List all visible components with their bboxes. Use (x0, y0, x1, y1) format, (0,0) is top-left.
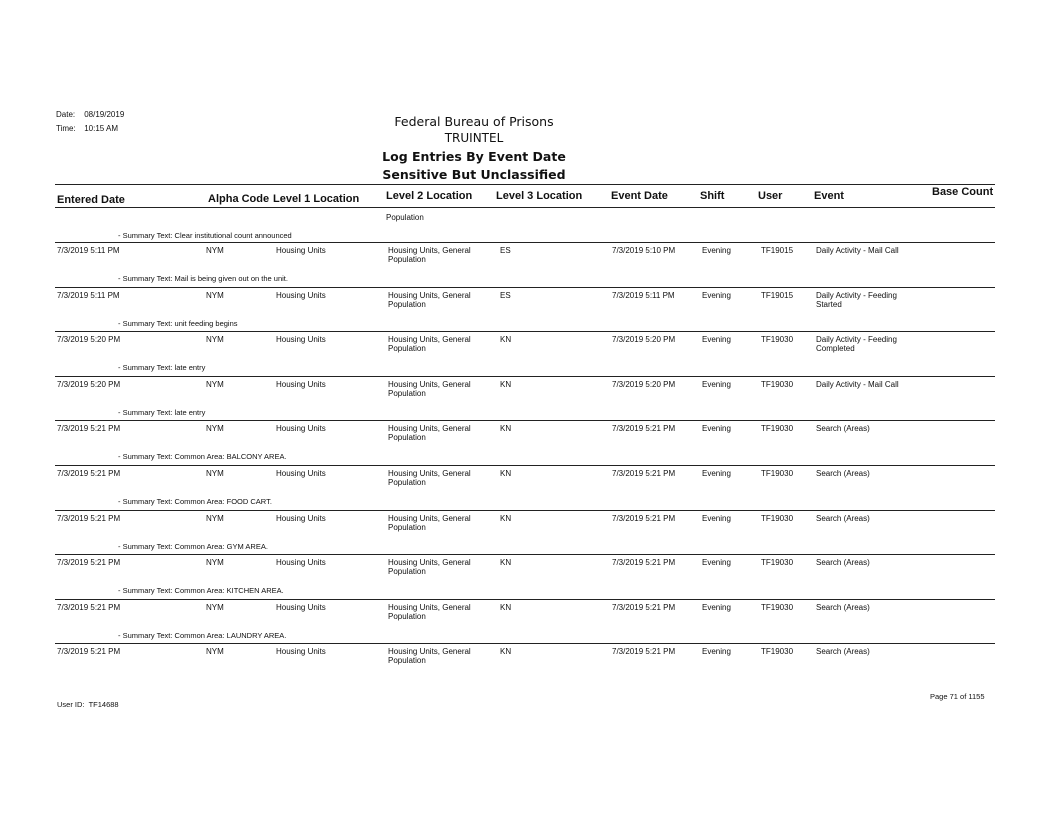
cell-event: Search (Areas) (816, 514, 870, 523)
cell-level3: ES (500, 291, 511, 300)
cell-level3: ES (500, 246, 511, 255)
row-summary-text: - Summary Text: Common Area: KITCHEN AREA. (118, 586, 284, 595)
cell-level1: Housing Units (276, 647, 326, 656)
cell-alpha-code: NYM (206, 246, 224, 255)
cell-entered-date: 7/3/2019 5:20 PM (57, 380, 121, 389)
row-separator (55, 376, 995, 377)
cell-event: Search (Areas) (816, 558, 870, 567)
carryover-summary: - Summary Text: Clear institutional count announced (118, 231, 292, 240)
cell-shift: Evening (702, 335, 731, 344)
cell-level2: Housing Units, General Population (388, 380, 471, 398)
cell-user: TF19030 (761, 335, 794, 344)
cell-event: Search (Areas) (816, 647, 870, 656)
cell-user: TF19030 (761, 647, 794, 656)
footer-user-id-value: TF14688 (88, 700, 119, 709)
cell-event-date: 7/3/2019 5:20 PM (612, 335, 676, 344)
cell-event: Daily Activity - Mail Call (816, 246, 899, 255)
cell-level3: KN (500, 558, 512, 567)
cell-entered-date: 7/3/2019 5:20 PM (57, 335, 121, 344)
cell-level3: KN (500, 514, 512, 523)
cell-level3: KN (500, 647, 512, 656)
cell-event: Search (Areas) (816, 424, 870, 433)
cell-event-date: 7/3/2019 5:21 PM (612, 603, 676, 612)
row-separator (55, 599, 995, 600)
row-summary-text: - Summary Text: Common Area: FOOD CART. (118, 497, 272, 506)
cell-event: Search (Areas) (816, 603, 870, 612)
row-separator (55, 465, 995, 466)
cell-event-date: 7/3/2019 5:21 PM (612, 647, 676, 656)
cell-entered-date: 7/3/2019 5:21 PM (57, 647, 121, 656)
cell-level3: KN (500, 335, 512, 344)
cell-level2: Housing Units, General Population (388, 558, 471, 576)
cell-user: TF19030 (761, 558, 794, 567)
cell-shift: Evening (702, 246, 731, 255)
row-summary-text: - Summary Text: Common Area: BALCONY AREA. (118, 452, 287, 461)
cell-alpha-code: NYM (206, 514, 224, 523)
title-report: Log Entries By Event Date (382, 149, 566, 164)
cell-shift: Evening (702, 424, 731, 433)
cell-shift: Evening (702, 603, 731, 612)
cell-user: TF19015 (761, 291, 794, 300)
cell-event-date: 7/3/2019 5:11 PM (612, 291, 675, 300)
cell-alpha-code: NYM (206, 603, 224, 612)
title-system: TRUINTEL (444, 131, 504, 145)
cell-level1: Housing Units (276, 380, 326, 389)
row-summary-text: - Summary Text: late entry (118, 363, 206, 372)
page-number: Page 71 of 1155 (930, 692, 985, 701)
cell-entered-date: 7/3/2019 5:21 PM (57, 514, 121, 523)
cell-alpha-code: NYM (206, 647, 224, 656)
row-summary-text: - Summary Text: Mail is being given out on the unit. (118, 274, 288, 283)
title-classification: Sensitive But Unclassified (382, 167, 566, 182)
cell-user: TF19030 (761, 380, 794, 389)
cell-level2: Housing Units, General Population (388, 291, 471, 309)
cell-event: Daily Activity - Mail Call (816, 380, 899, 389)
cell-entered-date: 7/3/2019 5:21 PM (57, 469, 121, 478)
col-level2: Level 2 Location (386, 190, 473, 202)
cell-level2: Housing Units, General Population (388, 514, 471, 532)
cell-level1: Housing Units (276, 246, 326, 255)
cell-level1: Housing Units (276, 424, 326, 433)
row-separator (55, 510, 995, 511)
title-agency: Federal Bureau of Prisons (394, 114, 554, 129)
cell-shift: Evening (702, 291, 731, 300)
carryover-level2: Population (386, 213, 424, 222)
row-summary-text: - Summary Text: late entry (118, 408, 206, 417)
cell-level1: Housing Units (276, 469, 326, 478)
col-level1: Level 1 Location (273, 193, 360, 205)
cell-user: TF19015 (761, 246, 794, 255)
cell-event: Daily Activity - Feeding Completed (816, 335, 897, 353)
cell-level1: Housing Units (276, 335, 326, 344)
cell-level3: KN (500, 380, 512, 389)
cell-level2: Housing Units, General Population (388, 335, 471, 353)
cell-shift: Evening (702, 380, 731, 389)
cell-shift: Evening (702, 469, 731, 478)
col-level3: Level 3 Location (496, 190, 583, 202)
report-time-value: 10:15 AM (84, 124, 119, 133)
cell-entered-date: 7/3/2019 5:21 PM (57, 424, 121, 433)
cell-shift: Evening (702, 514, 731, 523)
row-separator (55, 287, 995, 288)
report-date: Date: 08/19/2019 (56, 110, 125, 119)
row-summary-text: - Summary Text: Common Area: GYM AREA. (118, 542, 268, 551)
row-separator (55, 242, 995, 243)
header-bottom-rule (55, 207, 995, 208)
footer-user-id: User ID: TF14688 (57, 700, 119, 709)
cell-event-date: 7/3/2019 5:10 PM (612, 246, 676, 255)
cell-level2: Housing Units, General Population (388, 469, 471, 487)
cell-level2: Housing Units, General Population (388, 647, 471, 665)
cell-user: TF19030 (761, 469, 794, 478)
col-base-count: Base Count (932, 186, 994, 198)
cell-alpha-code: NYM (206, 291, 224, 300)
cell-user: TF19030 (761, 514, 794, 523)
col-event-date: Event Date (611, 190, 668, 202)
cell-level2: Housing Units, General Population (388, 424, 471, 442)
cell-alpha-code: NYM (206, 558, 224, 567)
cell-level2: Housing Units, General Population (388, 603, 471, 621)
row-separator (55, 643, 995, 644)
cell-alpha-code: NYM (206, 380, 224, 389)
row-separator (55, 420, 995, 421)
cell-alpha-code: NYM (206, 335, 224, 344)
col-shift: Shift (700, 190, 725, 202)
cell-user: TF19030 (761, 603, 794, 612)
cell-level1: Housing Units (276, 514, 326, 523)
row-separator (55, 331, 995, 332)
report-time: Time: 10:15 AM (56, 124, 119, 133)
cell-level1: Housing Units (276, 558, 326, 567)
cell-entered-date: 7/3/2019 5:11 PM (57, 291, 120, 300)
cell-event-date: 7/3/2019 5:21 PM (612, 424, 676, 433)
cell-level1: Housing Units (276, 603, 326, 612)
row-summary-text: - Summary Text: Common Area: LAUNDRY AREA. (118, 631, 287, 640)
col-event: Event (814, 190, 844, 202)
cell-event: Search (Areas) (816, 469, 870, 478)
cell-entered-date: 7/3/2019 5:21 PM (57, 558, 121, 567)
cell-event-date: 7/3/2019 5:21 PM (612, 469, 676, 478)
cell-shift: Evening (702, 558, 731, 567)
cell-level2: Housing Units, General Population (388, 246, 471, 264)
col-user: User (758, 190, 783, 202)
cell-entered-date: 7/3/2019 5:21 PM (57, 603, 121, 612)
cell-event-date: 7/3/2019 5:21 PM (612, 558, 676, 567)
cell-event-date: 7/3/2019 5:21 PM (612, 514, 676, 523)
col-alpha-code: Alpha Code (208, 193, 270, 205)
cell-entered-date: 7/3/2019 5:11 PM (57, 246, 120, 255)
cell-level3: KN (500, 424, 512, 433)
header-top-rule (55, 184, 995, 185)
cell-event: Daily Activity - Feeding Started (816, 291, 897, 309)
cell-level3: KN (500, 469, 512, 478)
row-summary-text: - Summary Text: unit feeding begins (118, 319, 238, 328)
cell-level1: Housing Units (276, 291, 326, 300)
col-entered-date: Entered Date (57, 194, 125, 206)
cell-event-date: 7/3/2019 5:20 PM (612, 380, 676, 389)
cell-alpha-code: NYM (206, 469, 224, 478)
cell-shift: Evening (702, 647, 731, 656)
report-date-value: 08/19/2019 (84, 110, 125, 119)
cell-user: TF19030 (761, 424, 794, 433)
cell-level3: KN (500, 603, 512, 612)
cell-alpha-code: NYM (206, 424, 224, 433)
row-separator (55, 554, 995, 555)
